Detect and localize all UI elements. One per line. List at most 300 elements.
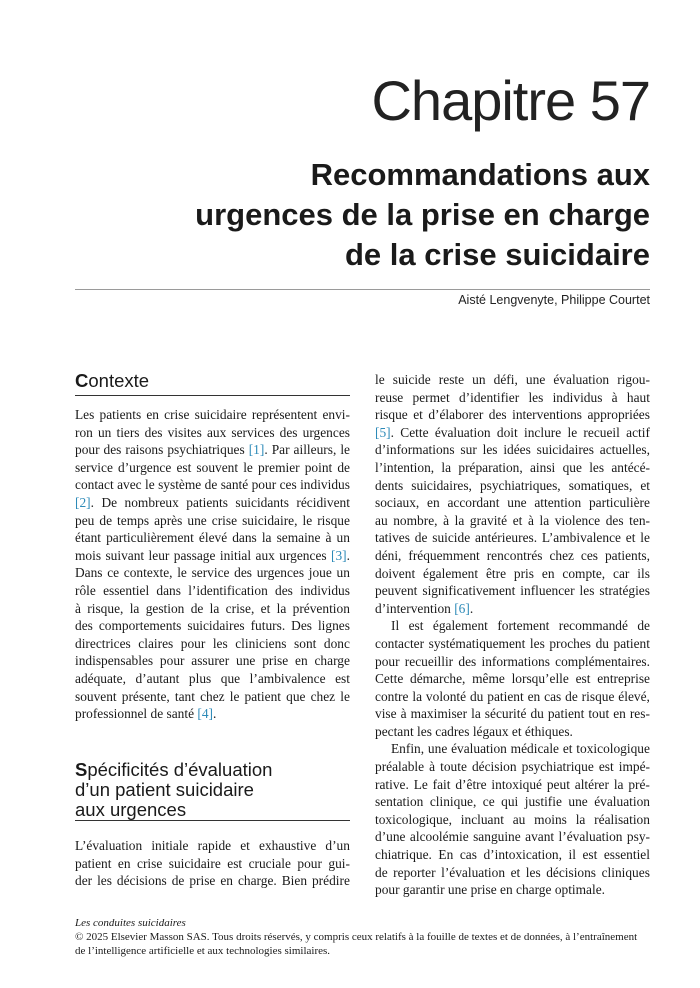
word: L’ambivalence xyxy=(541,530,621,546)
reference-link[interactable]: [6] xyxy=(454,600,470,616)
text-line xyxy=(375,828,650,846)
word: [1]. xyxy=(248,442,268,458)
word: individus xyxy=(300,582,350,598)
word: pré- xyxy=(628,776,650,792)
text-line xyxy=(75,424,350,442)
word: pris xyxy=(513,565,534,581)
word: un xyxy=(336,565,350,581)
word: être xyxy=(485,565,507,581)
word: décisions xyxy=(116,873,167,889)
word: à xyxy=(400,706,407,722)
word: le xyxy=(229,688,240,704)
text-line xyxy=(75,617,350,635)
text-line xyxy=(375,582,650,600)
text-line xyxy=(375,459,650,477)
text-line xyxy=(75,564,350,582)
word: il xyxy=(568,847,576,863)
word: lorsqu’elle xyxy=(511,671,569,687)
heading-text: ontexte xyxy=(88,370,150,391)
word: sécurité xyxy=(484,706,527,722)
word: compte, xyxy=(562,565,606,581)
word: une xyxy=(525,372,546,387)
reference-link[interactable]: [3] xyxy=(331,547,347,563)
word: également xyxy=(423,565,479,581)
word: chez xyxy=(200,688,225,704)
word: la xyxy=(209,600,220,616)
word: en xyxy=(220,873,233,889)
word: gestion xyxy=(145,600,185,616)
word: attention xyxy=(534,495,582,511)
word: l’ambivalence xyxy=(249,670,326,686)
word: actif xyxy=(626,424,650,440)
text-line xyxy=(75,652,350,670)
word: risque xyxy=(317,512,350,528)
word: la xyxy=(261,530,272,546)
text-line xyxy=(375,776,650,794)
heading-text: aux urgences xyxy=(75,800,350,821)
word: urgences xyxy=(302,424,350,440)
word: dents xyxy=(375,477,404,493)
word: santé xyxy=(166,706,195,722)
word: risque, xyxy=(87,600,124,616)
word: crise xyxy=(211,512,238,528)
word: En xyxy=(438,847,454,863)
word: aux xyxy=(206,424,227,440)
word: pectant xyxy=(375,723,414,739)
word: de xyxy=(171,873,185,889)
word: à xyxy=(325,530,332,546)
word: reuse xyxy=(375,389,404,405)
word: pour xyxy=(180,635,206,651)
word: du xyxy=(469,688,484,704)
word: un xyxy=(97,424,112,440)
word: une xyxy=(236,653,256,669)
word: cliniciens xyxy=(235,635,287,651)
word: charge xyxy=(516,882,552,898)
word: proches xyxy=(549,635,591,651)
text-line xyxy=(75,582,350,600)
word: à xyxy=(527,512,534,528)
text-line xyxy=(375,477,650,495)
word: directrices xyxy=(75,635,131,651)
word: rative. xyxy=(375,776,409,792)
word: ron xyxy=(75,424,93,440)
word: est xyxy=(335,670,350,686)
word: d’un xyxy=(325,838,350,853)
word: les xyxy=(97,873,112,889)
word: somatiques, xyxy=(568,477,633,493)
text-line xyxy=(75,688,350,706)
word: antérieures. xyxy=(474,530,538,546)
word: entreprise xyxy=(597,671,650,687)
word: la xyxy=(129,600,140,616)
word: de xyxy=(565,688,578,704)
word: représentent xyxy=(251,407,318,422)
word: accordant xyxy=(447,495,500,511)
text-line xyxy=(375,424,650,442)
word: les xyxy=(589,459,605,475)
word: plus xyxy=(188,670,212,686)
word: recommandé xyxy=(558,618,628,634)
word: peuvent xyxy=(375,583,418,599)
word: appropriées xyxy=(587,407,650,423)
word: le xyxy=(302,512,313,528)
word: en xyxy=(427,495,440,511)
text-line xyxy=(375,864,650,882)
word: stratégies xyxy=(599,583,650,599)
word: est xyxy=(582,847,598,863)
word: les xyxy=(417,723,432,739)
authors: Aisté Lengvenyte, Philippe Courtet xyxy=(458,293,650,307)
word: en xyxy=(295,653,308,669)
word: alcoolémie xyxy=(409,829,469,845)
word: souvent xyxy=(75,688,117,704)
word: contre xyxy=(375,688,409,704)
word: haut xyxy=(626,389,650,405)
text-line xyxy=(375,811,650,829)
word: présente, xyxy=(121,688,170,704)
word: sur xyxy=(460,442,477,458)
word: avec xyxy=(117,477,142,493)
word: chez xyxy=(310,688,336,704)
text-line xyxy=(375,846,650,864)
text-line xyxy=(75,547,350,565)
word: pour xyxy=(375,653,400,669)
word: d’intervention xyxy=(375,600,451,616)
heading-text: d’un patient suicidaire xyxy=(75,779,254,800)
word: mois xyxy=(75,547,102,563)
word: systématiquement xyxy=(428,635,526,651)
word: moins xyxy=(534,811,567,827)
word: la xyxy=(613,776,624,792)
word: d’intoxication, xyxy=(483,847,562,863)
text-line xyxy=(375,705,650,723)
word: sociaux, xyxy=(375,495,420,511)
word: prédire xyxy=(311,873,350,889)
word: souvent xyxy=(196,459,239,475)
word: charge xyxy=(314,653,350,669)
word: psychiatrique xyxy=(521,759,594,775)
text-line xyxy=(375,670,650,688)
word: la xyxy=(575,811,586,827)
word: chez xyxy=(549,547,574,563)
word: individus xyxy=(300,477,350,493)
word: patients xyxy=(99,407,142,422)
word: raisons xyxy=(125,442,164,458)
word: et xyxy=(413,407,423,423)
word: aux xyxy=(255,547,275,563)
word: justifie xyxy=(524,794,562,810)
text-line xyxy=(375,617,650,635)
word: à xyxy=(443,512,450,528)
word: Bien xyxy=(281,873,308,889)
word: en xyxy=(613,706,626,722)
word: interventions xyxy=(512,407,583,423)
word: Enfin, xyxy=(391,741,425,757)
word: Il xyxy=(391,618,400,634)
word: une xyxy=(427,741,448,757)
word: élevé, xyxy=(618,688,650,704)
word: de xyxy=(190,600,204,616)
word: que xyxy=(286,688,306,704)
word: dans xyxy=(232,530,257,546)
word: les xyxy=(482,442,498,458)
text-line xyxy=(375,512,650,530)
text-line xyxy=(75,705,350,723)
word: [2]. xyxy=(75,494,94,510)
word: suicidaire xyxy=(168,855,221,871)
word: suicidaire xyxy=(194,407,247,422)
word: semaine xyxy=(276,530,321,546)
word: d’autant xyxy=(135,670,180,686)
word: Le xyxy=(413,776,428,792)
word: envi- xyxy=(322,407,350,422)
word: service xyxy=(75,459,113,475)
word: [5]. xyxy=(375,424,394,440)
page-footer xyxy=(75,916,650,959)
word: rapide xyxy=(197,838,232,853)
word: cruciale xyxy=(248,855,291,871)
left-column-paragraph-2 xyxy=(75,837,350,890)
word: car xyxy=(613,565,630,581)
word: point xyxy=(304,459,333,475)
word: élevé xyxy=(198,530,228,546)
word: particulière xyxy=(588,495,650,511)
word: contacter xyxy=(375,635,425,651)
word: préalable xyxy=(375,759,425,775)
word: prise xyxy=(189,873,216,889)
word: réalisation xyxy=(594,811,650,827)
word: du xyxy=(595,635,609,651)
text-line xyxy=(375,565,650,583)
word: une xyxy=(507,495,527,511)
word: contact xyxy=(75,477,114,493)
heading-initial: S xyxy=(75,759,88,780)
word: et xyxy=(240,838,250,853)
word: la xyxy=(276,600,287,616)
word: tout xyxy=(588,706,610,722)
word: du xyxy=(530,706,544,722)
word: des xyxy=(144,424,163,440)
reference-link[interactable]: [4] xyxy=(197,706,214,722)
word: les xyxy=(529,635,545,651)
text-line xyxy=(375,881,650,899)
text-line xyxy=(75,872,350,890)
word: essentiel xyxy=(103,582,150,598)
word: altérer xyxy=(574,776,609,792)
word: informations xyxy=(481,653,550,669)
left-column-paragraph-1 xyxy=(75,406,350,723)
word: prise xyxy=(470,882,497,898)
word: prise xyxy=(262,653,289,669)
word: patients, xyxy=(604,547,650,563)
word: une xyxy=(447,882,468,898)
word: au xyxy=(375,512,388,528)
word: la xyxy=(454,512,465,528)
word: significativement xyxy=(422,583,516,599)
word: sentation xyxy=(375,794,424,810)
word: peut xyxy=(546,776,570,792)
word: et xyxy=(260,600,271,616)
word: et xyxy=(625,530,636,546)
word: patients xyxy=(186,494,228,510)
text-line xyxy=(75,837,350,855)
word: rôle xyxy=(75,582,96,598)
word: est xyxy=(176,459,192,475)
word: Des xyxy=(291,618,312,634)
word: est xyxy=(408,618,424,634)
word: le xyxy=(640,530,650,546)
heading-text: pécificités d’évaluation xyxy=(87,759,273,780)
word: indispensables xyxy=(75,653,154,669)
word: garantir xyxy=(402,882,445,898)
word: dans xyxy=(156,582,181,598)
word: Cette xyxy=(375,671,404,687)
book-title: Les conduites suicidaires xyxy=(75,917,186,929)
text-line xyxy=(75,600,350,618)
word: charge. xyxy=(237,873,277,889)
word: également xyxy=(432,618,488,634)
word: leur xyxy=(148,547,170,563)
word: et xyxy=(640,477,650,493)
word: cadres xyxy=(435,723,470,739)
word: le xyxy=(340,442,350,458)
word: L’évaluation xyxy=(75,838,143,853)
word: les xyxy=(525,864,541,880)
word: de xyxy=(375,864,388,880)
word: crise xyxy=(137,855,163,871)
reference-link[interactable]: [5] xyxy=(375,424,391,440)
word: à xyxy=(75,600,81,616)
word: évaluation xyxy=(434,424,491,440)
word: fortement xyxy=(497,618,550,634)
word: déni, xyxy=(375,547,402,563)
word: doivent xyxy=(375,565,416,581)
word: essentiel xyxy=(603,847,650,863)
word: et xyxy=(510,864,521,880)
word: adéquate, xyxy=(75,670,126,686)
word: évaluation xyxy=(553,372,610,387)
word: suicidants xyxy=(235,494,289,510)
word: le xyxy=(177,565,187,581)
word: qui xyxy=(501,794,519,810)
title-divider xyxy=(75,289,650,290)
text-line xyxy=(75,855,350,873)
word: joue xyxy=(308,565,332,581)
word: rigou- xyxy=(617,372,650,387)
word: individus xyxy=(552,389,603,405)
text-line xyxy=(375,389,650,407)
word: l’intention, xyxy=(375,459,435,475)
word: der xyxy=(75,873,93,889)
word: avant xyxy=(525,829,555,845)
word: doit xyxy=(496,424,518,440)
word: décisions xyxy=(546,864,597,880)
word: étant xyxy=(75,530,102,546)
word: futurs. xyxy=(250,618,286,634)
word: le xyxy=(243,459,253,475)
word: influencer xyxy=(520,583,575,599)
word: service xyxy=(191,565,230,581)
word: suicidaires, xyxy=(411,477,472,493)
word: est xyxy=(598,759,614,775)
word: risque xyxy=(375,407,408,423)
chapter-title xyxy=(50,155,650,275)
word: l’évaluation xyxy=(558,829,623,845)
text-line xyxy=(75,406,350,424)
word: sanguine xyxy=(473,829,521,845)
text-line xyxy=(375,547,650,565)
word: violence xyxy=(554,512,601,528)
word: toxicologique, xyxy=(375,811,452,827)
word: Par xyxy=(271,442,290,458)
word: le xyxy=(375,372,385,387)
word: suivant xyxy=(105,547,145,563)
word: des xyxy=(605,512,624,528)
reference-link[interactable]: [1] xyxy=(248,442,265,458)
word: psychiatriques, xyxy=(479,477,561,493)
text-line xyxy=(375,740,650,758)
word: clinique, xyxy=(429,794,477,810)
word: et xyxy=(512,512,523,528)
word: pour xyxy=(75,442,100,458)
word: d’une xyxy=(375,829,406,845)
word: le xyxy=(567,424,578,440)
word: le xyxy=(145,477,155,493)
word: permet xyxy=(412,389,450,405)
word: patient xyxy=(244,688,281,704)
word: particulièrement xyxy=(106,530,194,546)
word: les xyxy=(579,583,595,599)
word: peu xyxy=(75,512,95,528)
title-line: Recommandations aux xyxy=(310,157,650,192)
word: visites xyxy=(167,424,202,440)
word: de xyxy=(414,530,428,546)
text-line xyxy=(75,459,350,477)
word: claires xyxy=(138,635,174,651)
word: suicidaire, xyxy=(242,512,298,528)
word: premier xyxy=(257,459,300,475)
word: suicide xyxy=(392,372,431,387)
right-column xyxy=(375,371,650,899)
word: sont xyxy=(294,635,317,651)
word: maximiser xyxy=(410,706,468,722)
word: passage xyxy=(173,547,216,563)
word: reste xyxy=(438,372,465,387)
word: optimale. xyxy=(554,882,606,898)
word: res- xyxy=(629,706,650,722)
word: assurer xyxy=(191,653,230,669)
reference-link[interactable]: [2] xyxy=(75,494,91,510)
text-line xyxy=(375,441,650,459)
word: de xyxy=(150,706,164,722)
section-heading-specificites xyxy=(75,760,350,821)
word: tatives xyxy=(375,530,410,546)
text-line xyxy=(75,529,350,547)
text-line xyxy=(375,635,650,653)
word: exhaustive xyxy=(259,838,317,853)
word: [3]. xyxy=(331,547,350,563)
title-line: urgences de la prise en charge xyxy=(195,197,650,232)
text-line xyxy=(375,688,650,706)
word: reporter xyxy=(393,864,436,880)
word: actuelles, xyxy=(599,442,650,458)
word: ailleurs, xyxy=(293,442,337,458)
word: fréquemment xyxy=(408,547,480,563)
word: [6]. xyxy=(454,600,474,616)
word: des xyxy=(75,618,93,634)
word: incluant xyxy=(460,811,504,827)
